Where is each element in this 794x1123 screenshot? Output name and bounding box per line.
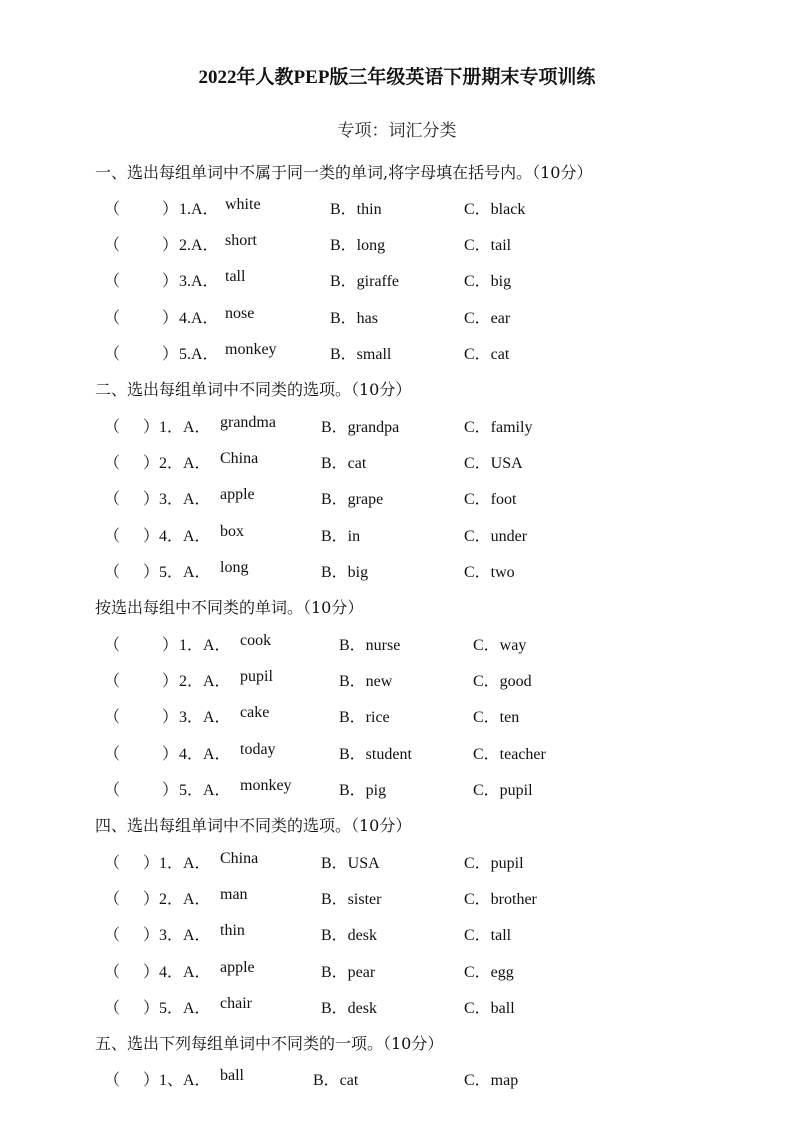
option-b: B．small (330, 345, 392, 363)
page-subtitle: 专项：词汇分类 (337, 121, 457, 141)
question-number: 4．A． (159, 527, 211, 545)
option-b: B．student (339, 745, 412, 763)
answer-paren-close: ） (143, 999, 160, 1017)
answer-paren-open: （ (104, 745, 121, 763)
answer-paren-close: ） (162, 201, 179, 218)
question-row (0, 414, 794, 438)
option-c: C．tail (464, 237, 512, 255)
option-c: C．way (473, 637, 527, 654)
option-a: apple (220, 958, 255, 976)
answer-paren-open: （ (104, 309, 121, 327)
answer-paren-close: ） (143, 491, 160, 509)
option-b: B．has (330, 309, 379, 327)
option-b: B．grandpa (321, 419, 400, 436)
question-row (0, 268, 794, 292)
option-a: ball (220, 1067, 244, 1084)
question-number: 3．A． (159, 927, 211, 945)
answer-paren-close: ） (162, 637, 179, 654)
option-b: B．new (339, 673, 393, 691)
answer-paren-close: ） (162, 781, 179, 799)
option-c: C．two (464, 563, 515, 581)
option-a: China (220, 450, 259, 468)
answer-paren-close: ） (143, 1072, 160, 1089)
option-a: nose (225, 304, 255, 322)
answer-paren-close: ） (162, 709, 179, 727)
answer-paren-open: （ (104, 1072, 121, 1089)
question-row (0, 668, 794, 692)
question-number: 3．A． (179, 709, 231, 727)
answer-paren-open: （ (104, 927, 121, 945)
option-b: B．giraffe (330, 273, 400, 291)
question-number: 5.A． (179, 345, 219, 363)
question-row (0, 995, 794, 1019)
question-row (0, 632, 794, 656)
section-heading: 一、选出每组单词中不属于同一类的单词,将字母填在括号内。（10分） (95, 163, 593, 182)
option-a: monkey (240, 776, 292, 794)
option-a: long (220, 558, 249, 576)
option-c: C．pupil (473, 781, 533, 799)
option-a: box (220, 522, 244, 540)
answer-paren-open: （ (104, 455, 121, 473)
option-c: C．egg (464, 963, 514, 981)
option-a: cake (240, 704, 270, 722)
answer-paren-close: ） (162, 673, 179, 691)
option-b: B．grape (321, 491, 384, 509)
option-b: B．pear (321, 963, 376, 981)
option-b: B．cat (321, 455, 367, 473)
option-b: B．big (321, 563, 369, 581)
answer-paren-close: ） (143, 855, 160, 872)
section-heading: 二、选出每组单词中不同类的选项。（10分） (95, 380, 412, 399)
question-row (0, 232, 794, 256)
question-row (0, 704, 794, 728)
answer-paren-open: （ (104, 491, 121, 509)
question-row (0, 777, 794, 801)
answer-paren-close: ） (143, 963, 160, 981)
question-number: 4．A． (159, 963, 211, 981)
option-c: C．black (464, 201, 526, 218)
option-b: B．thin (330, 201, 382, 218)
option-b: B．nurse (339, 637, 401, 654)
option-b: B．sister (321, 891, 382, 909)
option-a: pupil (240, 668, 273, 686)
question-number: 3．A． (159, 491, 211, 509)
question-number: 1．A． (159, 855, 211, 872)
option-b: B．rice (339, 709, 390, 727)
option-a: chair (220, 994, 252, 1012)
option-c: C．teacher (473, 745, 546, 763)
answer-paren-open: （ (104, 999, 121, 1017)
answer-paren-open: （ (104, 273, 121, 291)
answer-paren-open: （ (104, 527, 121, 545)
option-a: China (220, 850, 259, 867)
question-number: 5．A． (159, 999, 211, 1017)
answer-paren-close: ） (162, 309, 179, 327)
option-a: today (240, 740, 276, 758)
option-a: apple (220, 486, 255, 504)
answer-paren-open: （ (104, 637, 121, 654)
question-number: 3.A． (179, 273, 219, 291)
option-c: C．foot (464, 491, 517, 509)
option-b: B．USA (321, 855, 380, 872)
section-heading: 五、选出下列每组单词中不同类的一项。（10分） (95, 1034, 444, 1053)
question-number: 5．A． (159, 563, 211, 581)
option-a: grandma (220, 414, 276, 431)
option-c: C．brother (464, 891, 537, 909)
option-a: monkey (225, 340, 277, 358)
answer-paren-close: ） (162, 745, 179, 763)
option-a: thin (220, 922, 245, 940)
option-a: man (220, 886, 248, 904)
question-number: 1.A． (179, 201, 219, 218)
option-c: C．tall (464, 927, 512, 945)
answer-paren-close: ） (143, 419, 160, 436)
option-c: C．under (464, 527, 528, 545)
question-row (0, 850, 794, 874)
option-b: B．desk (321, 999, 378, 1017)
answer-paren-open: （ (104, 563, 121, 581)
answer-paren-close: ） (143, 891, 160, 909)
section-heading: 四、选出每组单词中不同类的选项。（10分） (95, 816, 412, 835)
answer-paren-close: ） (143, 927, 160, 945)
option-c: C．good (473, 673, 532, 691)
option-c: C．ear (464, 309, 511, 327)
question-number: 4．A． (179, 745, 231, 763)
option-b: B．long (330, 237, 386, 255)
answer-paren-open: （ (104, 855, 121, 872)
answer-paren-close: ） (162, 345, 179, 363)
answer-paren-open: （ (104, 237, 121, 255)
answer-paren-open: （ (104, 891, 121, 909)
question-row (0, 196, 794, 220)
question-row (0, 741, 794, 765)
question-number: 2．A． (179, 673, 231, 691)
option-c: C．USA (464, 455, 523, 473)
answer-paren-close: ） (162, 273, 179, 291)
option-a: short (225, 232, 257, 250)
question-row (0, 886, 794, 910)
answer-paren-open: （ (104, 673, 121, 691)
answer-paren-open: （ (104, 419, 121, 436)
answer-paren-open: （ (104, 709, 121, 727)
question-number: 4.A． (179, 309, 219, 327)
question-row (0, 450, 794, 474)
question-row (0, 1067, 794, 1091)
option-a: tall (225, 268, 246, 286)
answer-paren-close: ） (143, 563, 160, 581)
question-number: 2．A． (159, 455, 211, 473)
question-row (0, 559, 794, 583)
option-b: B．in (321, 527, 361, 545)
option-b: B．cat (313, 1072, 359, 1089)
question-number: 2．A． (159, 891, 211, 909)
question-row (0, 959, 794, 983)
answer-paren-close: ） (162, 237, 179, 255)
option-a: white (225, 196, 261, 213)
answer-paren-close: ） (143, 527, 160, 545)
question-row (0, 486, 794, 510)
option-c: C．cat (464, 345, 510, 363)
question-number: 1、A． (159, 1072, 211, 1089)
option-c: C．ball (464, 999, 515, 1017)
question-row (0, 341, 794, 365)
question-number: 5．A． (179, 781, 231, 799)
question-row (0, 523, 794, 547)
option-c: C．family (464, 419, 533, 436)
question-row (0, 922, 794, 946)
section-heading: 按选出每组中不同类的单词。（10分） (95, 598, 364, 617)
option-c: C．ten (473, 709, 520, 727)
answer-paren-open: （ (104, 963, 121, 981)
question-number: 2.A． (179, 237, 219, 255)
answer-paren-open: （ (104, 201, 121, 218)
option-c: C．map (464, 1072, 519, 1089)
option-c: C．big (464, 273, 512, 291)
option-b: B．desk (321, 927, 378, 945)
page-title: 2022年人教PEP版三年级英语下册期末专项训练 (198, 67, 596, 88)
answer-paren-close: ） (143, 455, 160, 473)
option-a: cook (240, 632, 272, 649)
question-row (0, 305, 794, 329)
question-number: 1．A． (159, 419, 211, 436)
option-b: B．pig (339, 781, 387, 799)
question-number: 1．A． (179, 637, 231, 654)
option-c: C．pupil (464, 855, 524, 872)
answer-paren-open: （ (104, 781, 121, 799)
answer-paren-open: （ (104, 345, 121, 363)
